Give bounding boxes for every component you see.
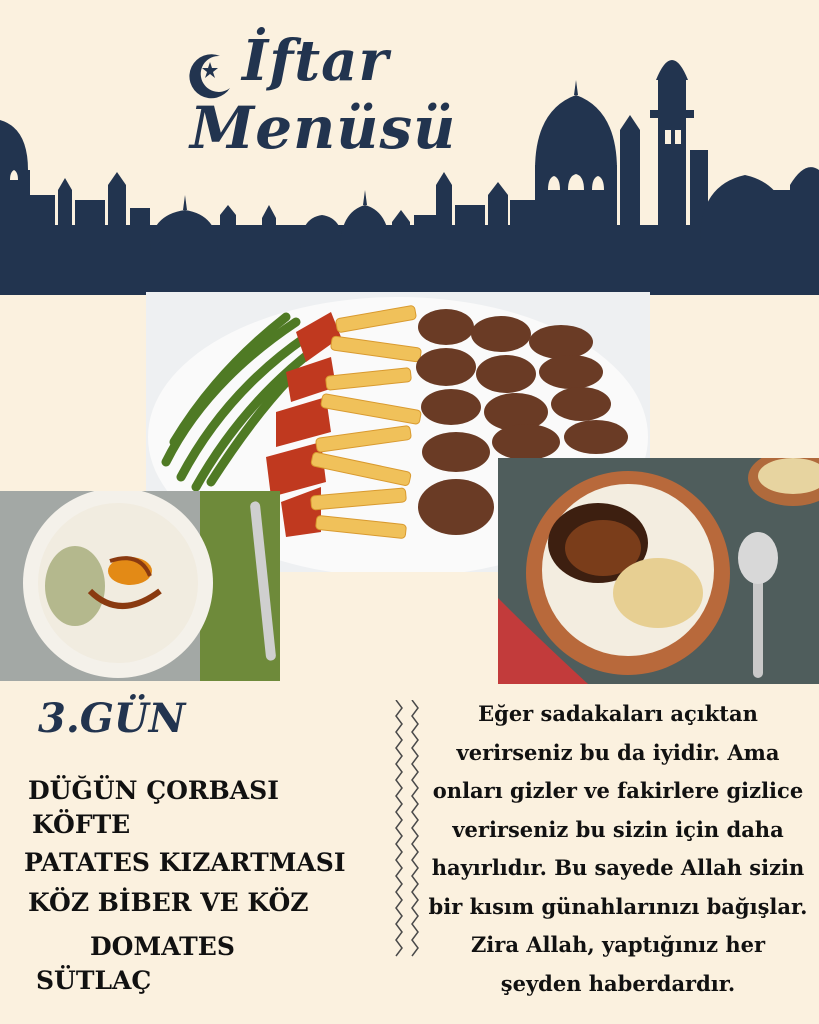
page-title-line2: Menüsü xyxy=(190,94,457,162)
day-label: 3.GÜN xyxy=(38,695,186,742)
page-title-line1: İftar xyxy=(242,28,389,94)
menu-item-kofte: KÖFTE xyxy=(32,810,131,839)
sutlac-image xyxy=(498,458,819,684)
zigzag-divider-icon xyxy=(388,700,428,960)
menu-item-peppers: KÖZ BİBER VE KÖZ xyxy=(28,888,309,917)
menu-item-fries: PATATES KIZARTMASI xyxy=(24,848,346,877)
dugun-corbasi-image xyxy=(0,491,280,681)
quote-text: Eğer sadakaları açıktan verirseniz bu da iyidir. Ama onları gizler ve fakirlere gizlice verirseniz bu sizin için daha hayırlıdır. Bu sayede Allah sizin bir kısım günahlarınızı bağışlar. Zira Allah, yaptığınız her şeyden haberdardır. xyxy=(428,701,808,996)
menu-item-sutlac: SÜTLAÇ xyxy=(36,966,152,995)
menu-item-tomatoes: DOMATES xyxy=(90,932,235,961)
menu-item-soup: DÜĞÜN ÇORBASI xyxy=(28,776,279,805)
